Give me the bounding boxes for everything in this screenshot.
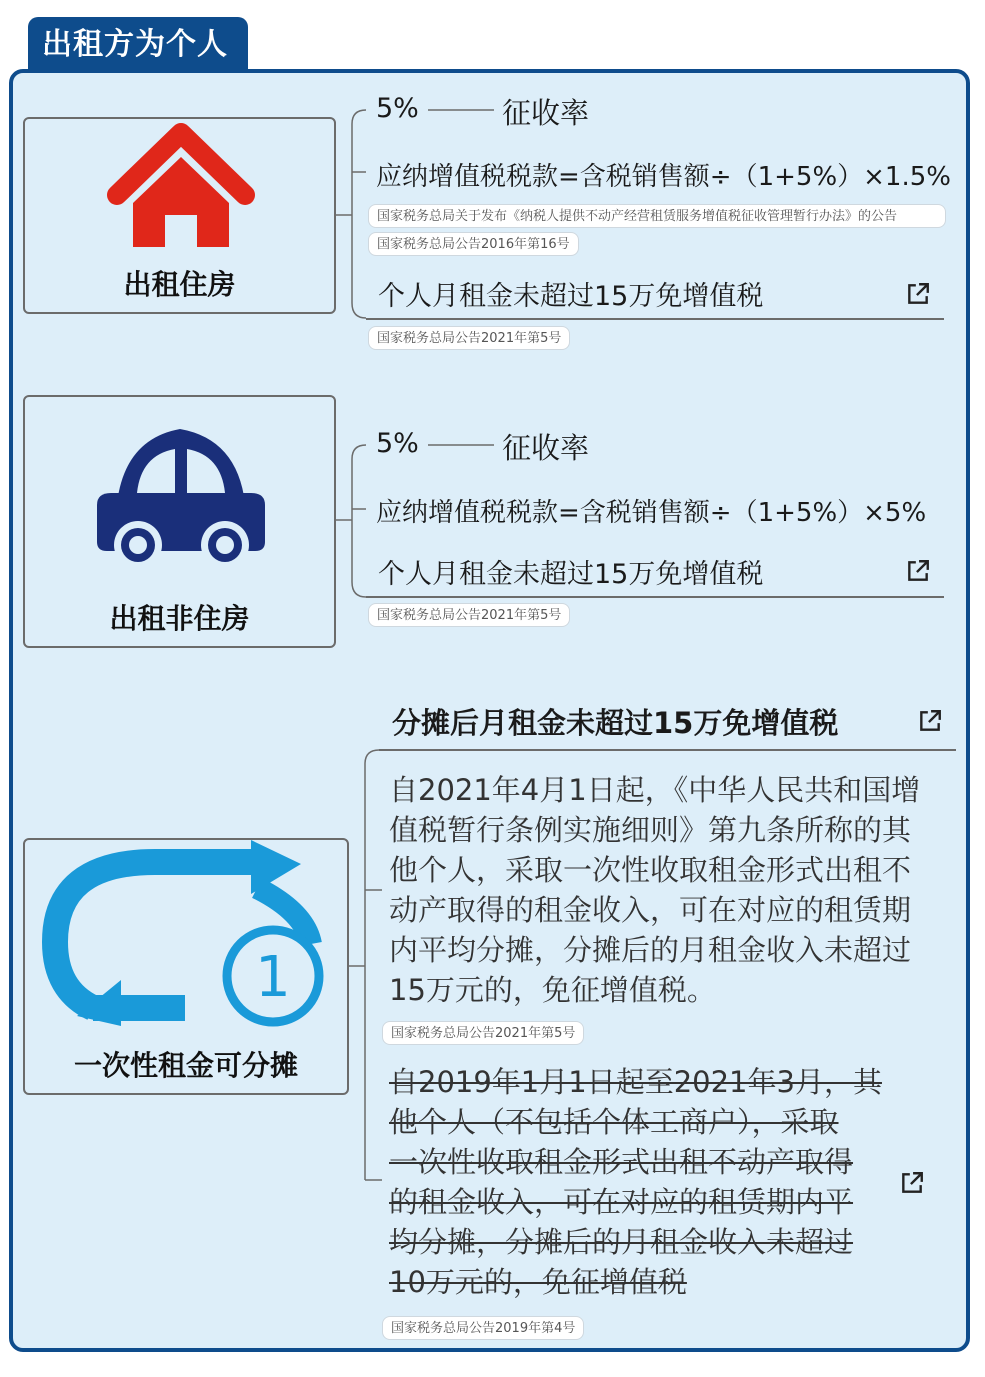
- policy-tag[interactable]: 国家税务总局公告2021年第5号: [368, 326, 570, 350]
- text-line: 自2021年4月1日起，《中华人民共和国增: [389, 773, 921, 807]
- text-line: 他个人，采取一次性收取租金形式出租不: [389, 853, 912, 887]
- text-line: 10万元的，免征增值税: [389, 1265, 687, 1299]
- policy-tag[interactable]: 国家税务总局公告2021年第5号: [382, 1021, 584, 1045]
- policy-tag[interactable]: 国家税务总局公告2016年第16号: [368, 232, 579, 256]
- title-tab: 出租方为个人: [28, 17, 248, 73]
- text-line: 15万元的，免征增值税。: [389, 973, 716, 1007]
- old-policy-text: [389, 1062, 882, 1302]
- policy-tag[interactable]: 国家税务总局公告2019年第4号: [382, 1316, 584, 1340]
- card-rent-housing: [23, 117, 336, 314]
- card-rent-non-housing: [23, 395, 336, 648]
- policy-tag[interactable]: 国家税务总局关于发布《纳税人提供不动产经营租赁服务增值税征收管理暂行办法》的公告: [368, 204, 946, 228]
- rate-value: 5%: [376, 428, 419, 459]
- card-label: 一次性租金可分摊: [73, 1049, 298, 1082]
- external-link-icon[interactable]: [905, 558, 931, 584]
- card-label: 出租非住房: [109, 602, 250, 635]
- text-line: 值税暂行条例实施细则》第九条所称的其: [389, 813, 912, 847]
- exemption-text: 个人月租金未超过15万免增值税: [378, 281, 764, 312]
- rate-value: 5%: [376, 93, 419, 124]
- text-line: 自2019年1月1日起至2021年3月，其: [389, 1065, 882, 1099]
- card-lump-sum-rent: [23, 838, 349, 1095]
- rate-label: 征收率: [502, 96, 590, 130]
- text-line: 内平均分摊，分摊后的月租金收入未超过: [389, 933, 912, 967]
- external-link-icon[interactable]: [917, 708, 943, 734]
- icon-number: 1: [255, 945, 291, 1010]
- current-policy-text: [389, 770, 920, 1010]
- section-heading: 分摊后月租金未超过15万免增值税: [392, 706, 839, 740]
- rate-label: 征收率: [502, 431, 590, 465]
- tax-formula: 应纳增值税税款=含税销售额÷（1+5%）×1.5%: [376, 162, 951, 192]
- tax-formula: 应纳增值税税款=含税销售额÷（1+5%）×5%: [376, 498, 927, 528]
- card-label: 出租住房: [123, 268, 236, 301]
- text-line: 均分摊，分摊后的月租金收入未超过: [389, 1225, 854, 1259]
- exemption-text: 个人月租金未超过15万免增值税: [378, 559, 764, 590]
- external-link-icon[interactable]: [899, 1170, 925, 1196]
- text-line: 动产取得的租金收入，可在对应的租赁期: [389, 893, 912, 927]
- text-line: 他个人（不包括个体工商户），采取: [389, 1105, 839, 1139]
- text-line: 一次性收取租金形式出租不动产取得: [389, 1145, 854, 1179]
- text-line: 的租金收入，可在对应的租赁期内平: [389, 1185, 854, 1219]
- external-link-icon[interactable]: [905, 281, 931, 307]
- policy-tag[interactable]: 国家税务总局公告2021年第5号: [368, 603, 570, 627]
